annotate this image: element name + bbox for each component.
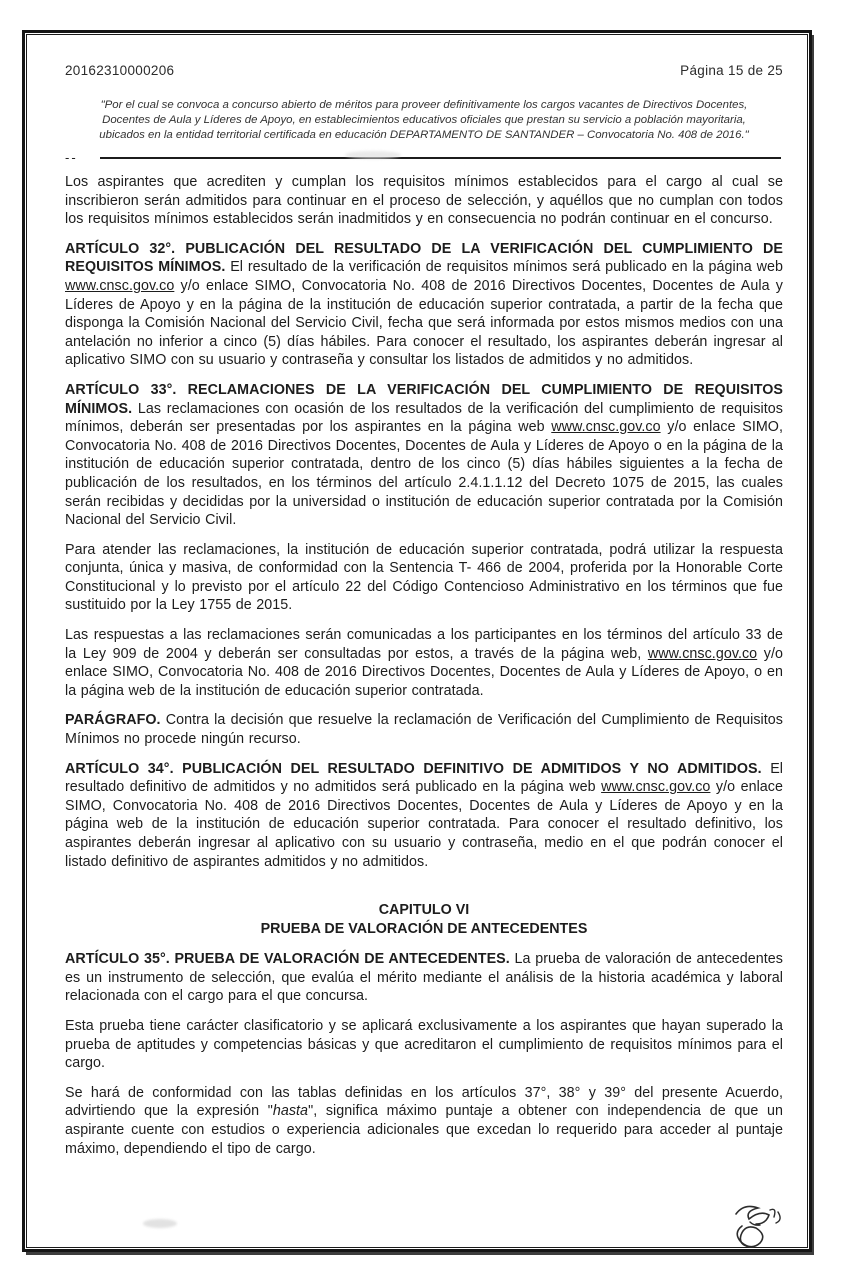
paragrafo-clause: PARÁGRAFO. Contra la decisión que resuelve la reclamación de Verificación del Cumplimiento de Requisitos Mínimos no procede ningún recurso. <box>65 712 783 748</box>
paragraph-tablas-puntaje: Se hará de conformidad con las tablas definidas en los artículos 37°, 38° y 39° del presente Acuerdo, advirtiendo que la expresión "hasta", significa máximo puntaje a obtener con independencia de que un aspirante cuente con estudios o experiencia adicionales que excedan lo requerido para acceder al puntaje máximo, dependiendo el tipo de cargo. <box>65 1084 783 1157</box>
paragraph-respuesta-conjunta: Para atender las reclamaciones, la institución de educación superior contratada, podrá utilizar la respuesta conjunta, única y masiva, de conformidad con la Sentencia T- 466 de 2004, proferida por la Honorable Corte Constitucional y lo previsto por el artículo 22 del Código Contencioso Administrativo en los términos que fue sustituido por la Ley 1755 de 2015. <box>65 541 783 614</box>
article-35-paragraph: ARTÍCULO 35°. PRUEBA DE VALORACIÓN DE ANTECEDENTES. La prueba de valoración de antecedentes es un instrumento de selección, que evalúa el mérito mediante el análisis de la historia académica y laboral relacionada con el cargo para el que concursa. <box>65 951 783 1005</box>
page-content <box>25 33 809 1158</box>
document-header <box>65 63 783 78</box>
chapter-number: CAPITULO VI <box>378 902 470 919</box>
ink-scribble-icon <box>720 1198 800 1260</box>
chapter-heading <box>65 901 783 939</box>
article-34-paragraph: ARTÍCULO 34°. PUBLICACIÓN DEL RESULTADO DEFINITIVO DE ADMITIDOS Y NO ADMITIDOS. El resultado definitivo de admitidos y no admitidos será publicado en la página web www.cnsc.gov.co y/o enlace SIMO, Convocatoria No. 408 de 2016 Directivos Docentes, Docentes de Aula y Líderes de Apoyo y en la página web de la institución de educación superior contratada. Para conocer el resultado definitivo, los aspirantes deberán ingresar al aplicativo con su usuario y contraseña, medio en el que podrán conocer el listado definitivo de aspirantes admitidos y no admitidos. <box>65 760 783 870</box>
paragraph-caracter-clasificatorio: Esta prueba tiene carácter clasificatorio y se aplicará exclusivamente a los aspirantes que hayan superado la prueba de aptitudes y competencias básicas y que acreditaron el cumplimiento de requisitos mínimos para el cargo. <box>65 1017 783 1072</box>
scanned-page <box>22 30 812 1252</box>
paragraph-respuestas-comunicadas: Las respuestas a las reclamaciones serán comunicadas a los participantes en los términos del artículo 33 de la Ley 909 de 2004 y deberán ser consultadas por estos, a través de la página web, www.cnsc.gov.co y/o enlace SIMO, Convocatoria No. 408 de 2016 Directivos Docentes, Docentes de Aula y Líderes de Apoyo, o en la página web de la institución de educación superior contratada. <box>65 627 784 699</box>
article-32-paragraph: ARTÍCULO 32°. PUBLICACIÓN DEL RESULTADO DE LA VERIFICACIÓN DEL CUMPLIMIENTO DE REQUISITOS MÍNIMOS. El resultado de la verificación de requisitos mínimos será publicado en la página web www.cnsc.gov.co y/o enlace SIMO, Convocatoria No. 408 de 2016 Directivos Docentes, Docentes de Aula y Líderes de Apoyo y en la página de la institución de educación superior contratada, a partir de la fecha que disponga la Comisión Nacional del Servicio Civil, fecha que será informada por estos mismos medios con una antelación no inferior a cinco (5) días hábiles. Para conocer el resultado, los aspirantes deberán ingresar al aplicativo SIMO con su usuario y contraseña y consultar los listados de admitidos y no admitidos. <box>65 240 783 369</box>
scan-smudge <box>143 1219 177 1228</box>
paragraph-intro: Los aspirantes que acrediten y cumplan los requisitos mínimos establecidos para el cargo al cual se inscribieron serán admitidos para continuar en el proceso de selección, y aquéllos que no cumplan con todos los requisitos mínimos establecidos serán inadmitidos y en consecuencia no podrán continuar en el concurso. <box>65 174 783 228</box>
rule-line <box>100 157 781 159</box>
page-indicator: Página 15 de 25 <box>680 63 783 78</box>
doc-number: 20162310000206 <box>65 63 175 78</box>
header-quote: "Por el cual se convoca a concurso abierto de méritos para proveer definitivamente los cargos vacantes de Directivos Docentes, Docentes de Aula y Líderes de Apoyo, en establecimientos educativos oficiales que prestan su servicio a población mayoritaria, ubicados en la entidad territorial certificada en educación DEPARTAMENTO DE SANTANDER – Convocatoria No. 408 de 2016." <box>99 99 749 141</box>
article-33-paragraph: ARTÍCULO 33°. RECLAMACIONES DE LA VERIFICACIÓN DEL CUMPLIMIENTO DE REQUISITOS MÍNIMOS. Las reclamaciones con ocasión de los resultados de la verificación del cumplimiento de requisitos mínimos, deberán ser presentadas por los aspirantes en la página web www.cnsc.gov.co y/o enlace SIMO, Convocatoria No. 408 de 2016 Directivos Docentes, Docentes de Aula y Líderes de Apoyo o en la página de la institución de educación superior contratada, dentro de los cinco (5) días hábiles siguientes a la fecha de publicación de los resultados, en los términos del artículo 2.4.1.1.12 del Decreto 1075 de 2015, las cuales serán recibidas y decididas por la universidad o institución de educación superior contratada por la Comisión Nacional del Servicio Civil. <box>65 381 784 529</box>
separator-rule <box>65 150 783 165</box>
scan-smudge <box>345 151 401 159</box>
rule-dashes: -- <box>65 150 78 165</box>
chapter-title: PRUEBA DE VALORACIÓN DE ANTECEDENTES <box>260 921 588 938</box>
